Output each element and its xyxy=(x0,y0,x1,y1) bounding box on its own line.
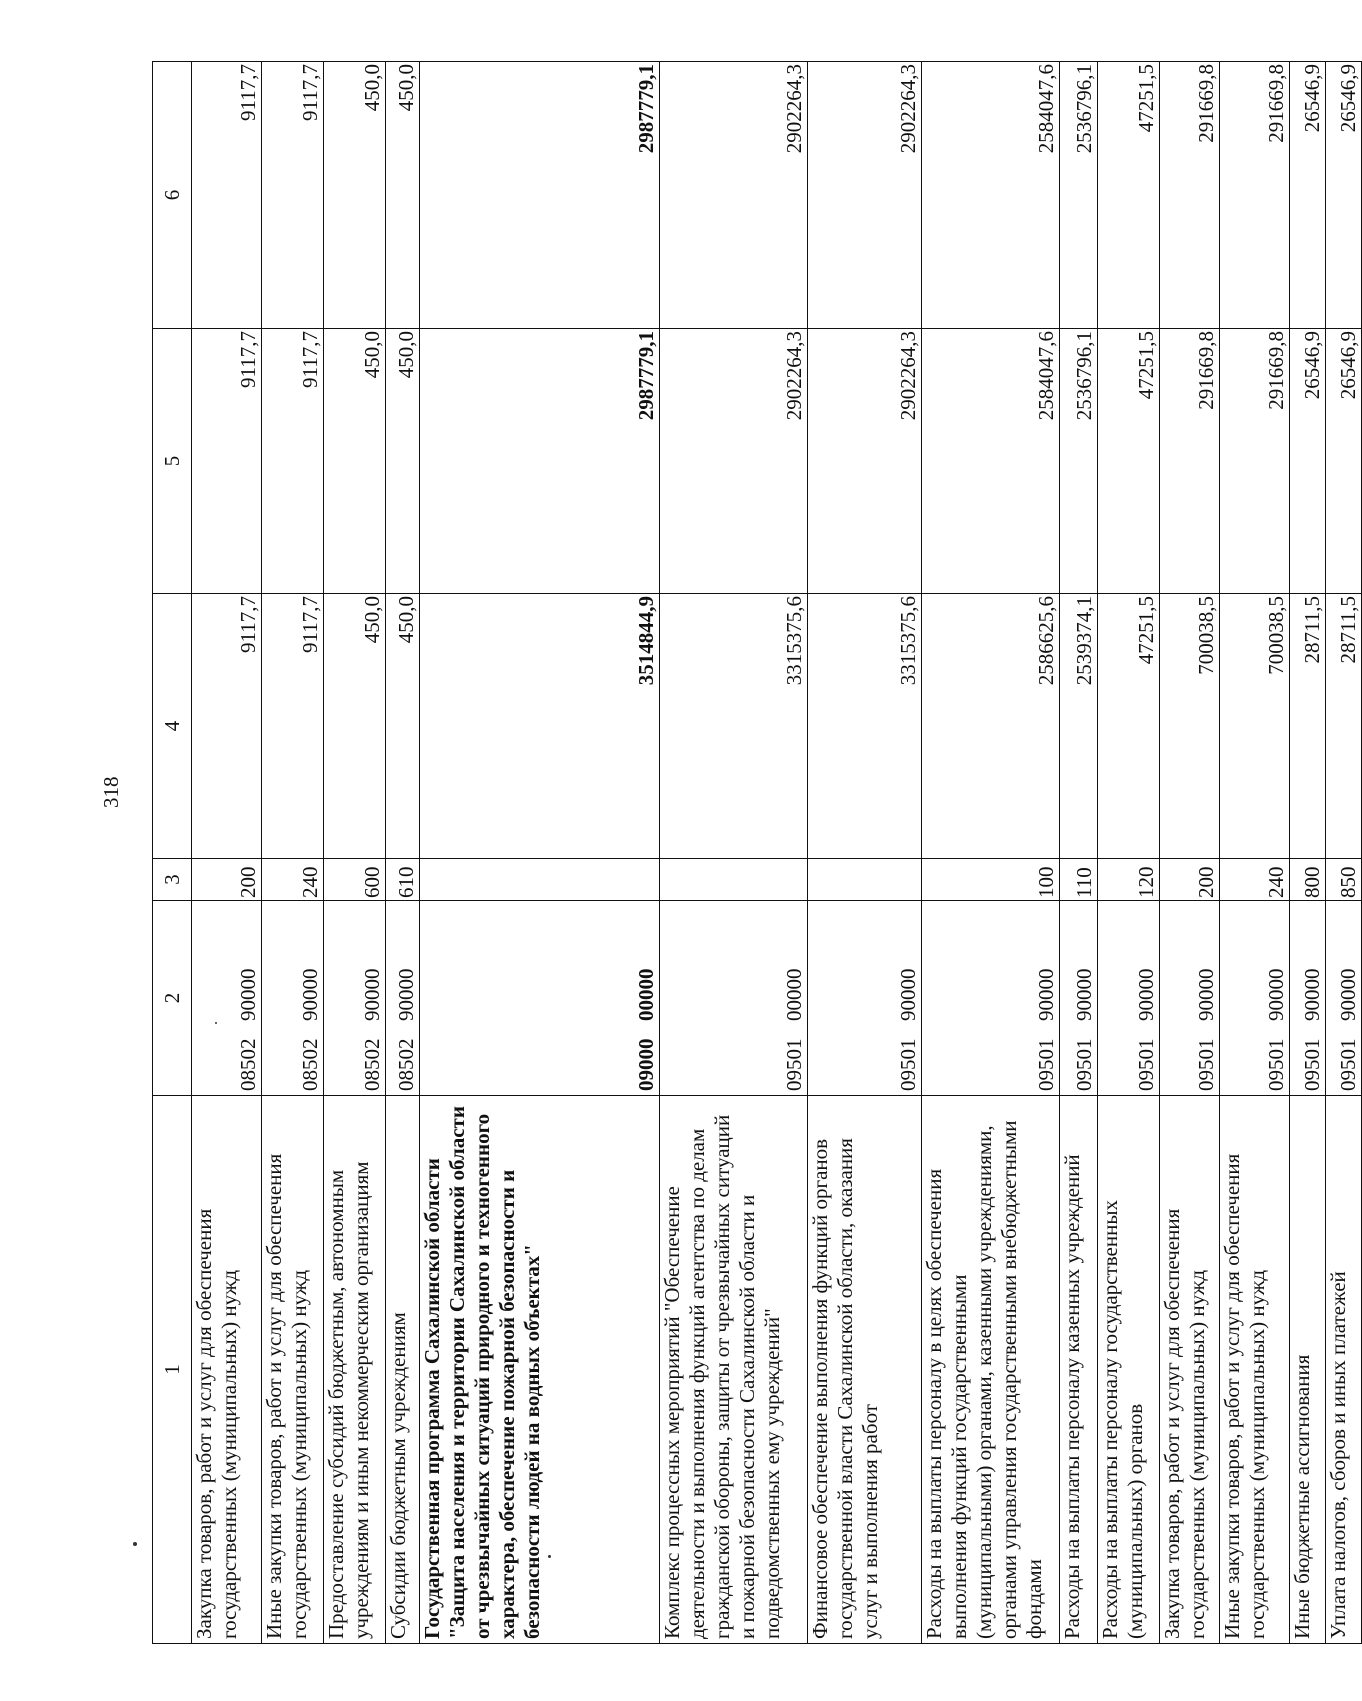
row-code-cell xyxy=(386,901,420,1096)
row-code-cell xyxy=(922,901,1060,1096)
row-vr-cell: 100 xyxy=(922,859,1060,901)
row-c6-cell: 47251,5 xyxy=(1098,62,1160,329)
code-part-1: 08502 xyxy=(360,1038,384,1091)
row-name-cell: Закупка товаров, работ и услуг для обеспечения государственных (муниципальных) нужд xyxy=(192,1096,262,1644)
table-row xyxy=(660,62,808,1644)
header-col-1: 1 xyxy=(153,1096,192,1644)
row-name-cell: Расходы на выплаты персоналу государственных (муниципальных) органов xyxy=(1098,1096,1160,1644)
code-part-2: 90000 xyxy=(1034,968,1058,1021)
row-c5-cell: 2536796,1 xyxy=(1060,329,1098,594)
row-c6-cell: 450,0 xyxy=(324,62,386,329)
row-vr-cell: 110 xyxy=(1060,859,1098,901)
row-vr-cell: 610 xyxy=(386,859,420,901)
code-part-1: 08502 xyxy=(298,1038,322,1091)
row-c5-cell: 291669,8 xyxy=(1220,329,1290,594)
row-c6-cell: 2902264,3 xyxy=(660,62,808,329)
row-c4-cell: 9117,7 xyxy=(192,594,262,859)
table-row xyxy=(420,62,660,1644)
row-code-cell xyxy=(1098,901,1160,1096)
row-c4-cell: 450,0 xyxy=(324,594,386,859)
table-area xyxy=(152,62,1360,1644)
row-code-cell xyxy=(1290,901,1326,1096)
code-part-2: 90000 xyxy=(1300,968,1324,1021)
header-col-4: 4 xyxy=(153,594,192,859)
code-part-2: 90000 xyxy=(896,968,920,1021)
table-row xyxy=(922,62,1060,1644)
row-c5-cell: 47251,5 xyxy=(1098,329,1160,594)
scan-speck xyxy=(133,1542,137,1546)
code-part-2: 90000 xyxy=(298,968,322,1021)
row-c6-cell: 26546,9 xyxy=(1326,62,1362,329)
header-col-6: 6 xyxy=(153,62,192,329)
row-name-cell: Закупка товаров, работ и услуг для обеспечения государственных (муниципальных) нужд xyxy=(1160,1096,1220,1644)
table-row xyxy=(386,62,420,1644)
row-code-cell xyxy=(192,901,262,1096)
header-col-5: 5 xyxy=(153,329,192,594)
row-vr-cell: 240 xyxy=(262,859,324,901)
table-row xyxy=(1290,62,1326,1644)
row-c6-cell: 2987779,1 xyxy=(420,62,660,329)
row-c4-cell: 9117,7 xyxy=(262,594,324,859)
code-part-2: 00000 xyxy=(782,968,806,1021)
code-part-2: 90000 xyxy=(236,968,260,1021)
row-code-cell xyxy=(1220,901,1290,1096)
budget-table xyxy=(152,61,1362,1644)
row-code-cell xyxy=(324,901,386,1096)
code-part-1: 09501 xyxy=(1194,1038,1218,1091)
row-vr-cell: 240 xyxy=(1220,859,1290,901)
header-col-2: 2 xyxy=(153,901,192,1096)
row-vr-cell: 120 xyxy=(1098,859,1160,901)
code-part-2: 90000 xyxy=(1336,968,1360,1021)
row-code-cell xyxy=(1060,901,1098,1096)
row-c6-cell: 2536796,1 xyxy=(1060,62,1098,329)
row-code-cell xyxy=(1326,901,1362,1096)
row-code-cell xyxy=(262,901,324,1096)
row-c4-cell: 2586625,6 xyxy=(922,594,1060,859)
code-part-2: 00000 xyxy=(634,968,658,1021)
row-code-cell xyxy=(660,901,808,1096)
row-c5-cell: 2902264,3 xyxy=(808,329,922,594)
row-c6-cell: 26546,9 xyxy=(1290,62,1326,329)
row-name-cell: Уплата налогов, сборов и иных платежей xyxy=(1326,1096,1362,1644)
code-part-1: 09501 xyxy=(1336,1038,1360,1091)
table-row xyxy=(1060,62,1098,1644)
code-part-1: 08502 xyxy=(236,1038,260,1091)
row-c4-cell: 3514844,9 xyxy=(420,594,660,859)
row-c5-cell: 2902264,3 xyxy=(660,329,808,594)
code-part-1: 09501 xyxy=(1034,1038,1058,1091)
row-c6-cell: 9117,7 xyxy=(262,62,324,329)
row-c4-cell: 3315375,6 xyxy=(660,594,808,859)
row-code-cell xyxy=(1160,901,1220,1096)
row-vr-cell xyxy=(660,859,808,901)
page-number: 318 xyxy=(99,776,123,808)
code-part-2: 90000 xyxy=(1264,968,1288,1021)
table-row xyxy=(324,62,386,1644)
row-c4-cell: 47251,5 xyxy=(1098,594,1160,859)
row-c6-cell: 2584047,6 xyxy=(922,62,1060,329)
row-c5-cell: 9117,7 xyxy=(192,329,262,594)
table-row xyxy=(1326,62,1362,1644)
table-header-row xyxy=(153,62,192,1644)
table-row xyxy=(1220,62,1290,1644)
row-code-cell xyxy=(420,901,660,1096)
row-c5-cell: 2987779,1 xyxy=(420,329,660,594)
code-part-1: 09501 xyxy=(896,1038,920,1091)
scan-speck xyxy=(215,1022,217,1024)
table-row xyxy=(1098,62,1160,1644)
row-c4-cell: 28711,5 xyxy=(1290,594,1326,859)
row-c4-cell: 450,0 xyxy=(386,594,420,859)
row-c4-cell: 700038,5 xyxy=(1160,594,1220,859)
row-name-cell: Иные закупки товаров, работ и услуг для обеспечения государственных (муниципальных) нужд xyxy=(1220,1096,1290,1644)
table-row xyxy=(808,62,922,1644)
row-code-cell xyxy=(808,901,922,1096)
row-vr-cell xyxy=(808,859,922,901)
code-part-1: 09501 xyxy=(1134,1038,1158,1091)
row-c6-cell: 2902264,3 xyxy=(808,62,922,329)
row-c6-cell: 291669,8 xyxy=(1160,62,1220,329)
scan-speck xyxy=(548,1555,551,1558)
row-vr-cell xyxy=(420,859,660,901)
table-row xyxy=(1160,62,1220,1644)
row-c6-cell: 291669,8 xyxy=(1220,62,1290,329)
row-name-cell: Расходы на выплаты персоналу в целях обеспечения выполнения функций государственными (муниципальными) органами, казенными учреждениями, органами управления государственными внебюджетными фондами xyxy=(922,1096,1060,1644)
row-name-cell: Иные закупки товаров, работ и услуг для обеспечения государственных (муниципальных) нужд xyxy=(262,1096,324,1644)
row-c5-cell: 291669,8 xyxy=(1160,329,1220,594)
row-vr-cell: 850 xyxy=(1326,859,1362,901)
row-c5-cell: 2584047,6 xyxy=(922,329,1060,594)
row-vr-cell: 600 xyxy=(324,859,386,901)
code-part-1: 09501 xyxy=(1072,1038,1096,1091)
code-part-1: 09501 xyxy=(1264,1038,1288,1091)
row-c5-cell: 450,0 xyxy=(386,329,420,594)
row-name-cell: Предоставление субсидий бюджетным, автономным учреждениям и иным некоммерческим организациям xyxy=(324,1096,386,1644)
row-name-cell: Комплекс процессных мероприятий "Обеспечение деятельности и выполнения функций агентства по делам гражданской обороны, защиты от чрезвычайных ситуаций и пожарной безопасности Сахалинской области и подведомственных ему учреждений" xyxy=(660,1096,808,1644)
row-c4-cell: 700038,5 xyxy=(1220,594,1290,859)
code-part-1: 09501 xyxy=(782,1038,806,1091)
row-c5-cell: 9117,7 xyxy=(262,329,324,594)
row-vr-cell: 200 xyxy=(192,859,262,901)
row-c4-cell: 3315375,6 xyxy=(808,594,922,859)
row-c6-cell: 450,0 xyxy=(386,62,420,329)
code-part-2: 90000 xyxy=(360,968,384,1021)
code-part-2: 90000 xyxy=(394,968,418,1021)
header-col-3: 3 xyxy=(153,859,192,901)
row-c4-cell: 2539374,1 xyxy=(1060,594,1098,859)
code-part-1: 09501 xyxy=(1300,1038,1324,1091)
table-row xyxy=(192,62,262,1644)
row-vr-cell: 800 xyxy=(1290,859,1326,901)
row-vr-cell: 200 xyxy=(1160,859,1220,901)
row-name-cell: Иные бюджетные ассигнования xyxy=(1290,1096,1326,1644)
code-part-1: 08502 xyxy=(394,1038,418,1091)
code-part-2: 90000 xyxy=(1194,968,1218,1021)
row-c5-cell: 450,0 xyxy=(324,329,386,594)
row-c5-cell: 26546,9 xyxy=(1290,329,1326,594)
row-name-cell: Финансовое обеспечение выполнения функций органов государственной власти Сахалинской области, оказания услуг и выполнения работ xyxy=(808,1096,922,1644)
row-c5-cell: 26546,9 xyxy=(1326,329,1362,594)
row-c4-cell: 28711,5 xyxy=(1326,594,1362,859)
row-name-cell: Государственная программа Сахалинской области "Защита населения и территории Сахалинской области от чрезвычайных ситуаций природного и техногенного характера, обеспечение пожарной безопасности и безопасности людей на водных объектах" xyxy=(420,1096,660,1644)
row-name-cell: Субсидии бюджетным учреждениям xyxy=(386,1096,420,1644)
table-row xyxy=(262,62,324,1644)
code-part-1: 09000 xyxy=(634,1038,658,1091)
code-part-2: 90000 xyxy=(1134,968,1158,1021)
row-c6-cell: 9117,7 xyxy=(192,62,262,329)
row-name-cell: Расходы на выплаты персоналу казенных учреждений xyxy=(1060,1096,1098,1644)
code-part-2: 90000 xyxy=(1072,968,1096,1021)
